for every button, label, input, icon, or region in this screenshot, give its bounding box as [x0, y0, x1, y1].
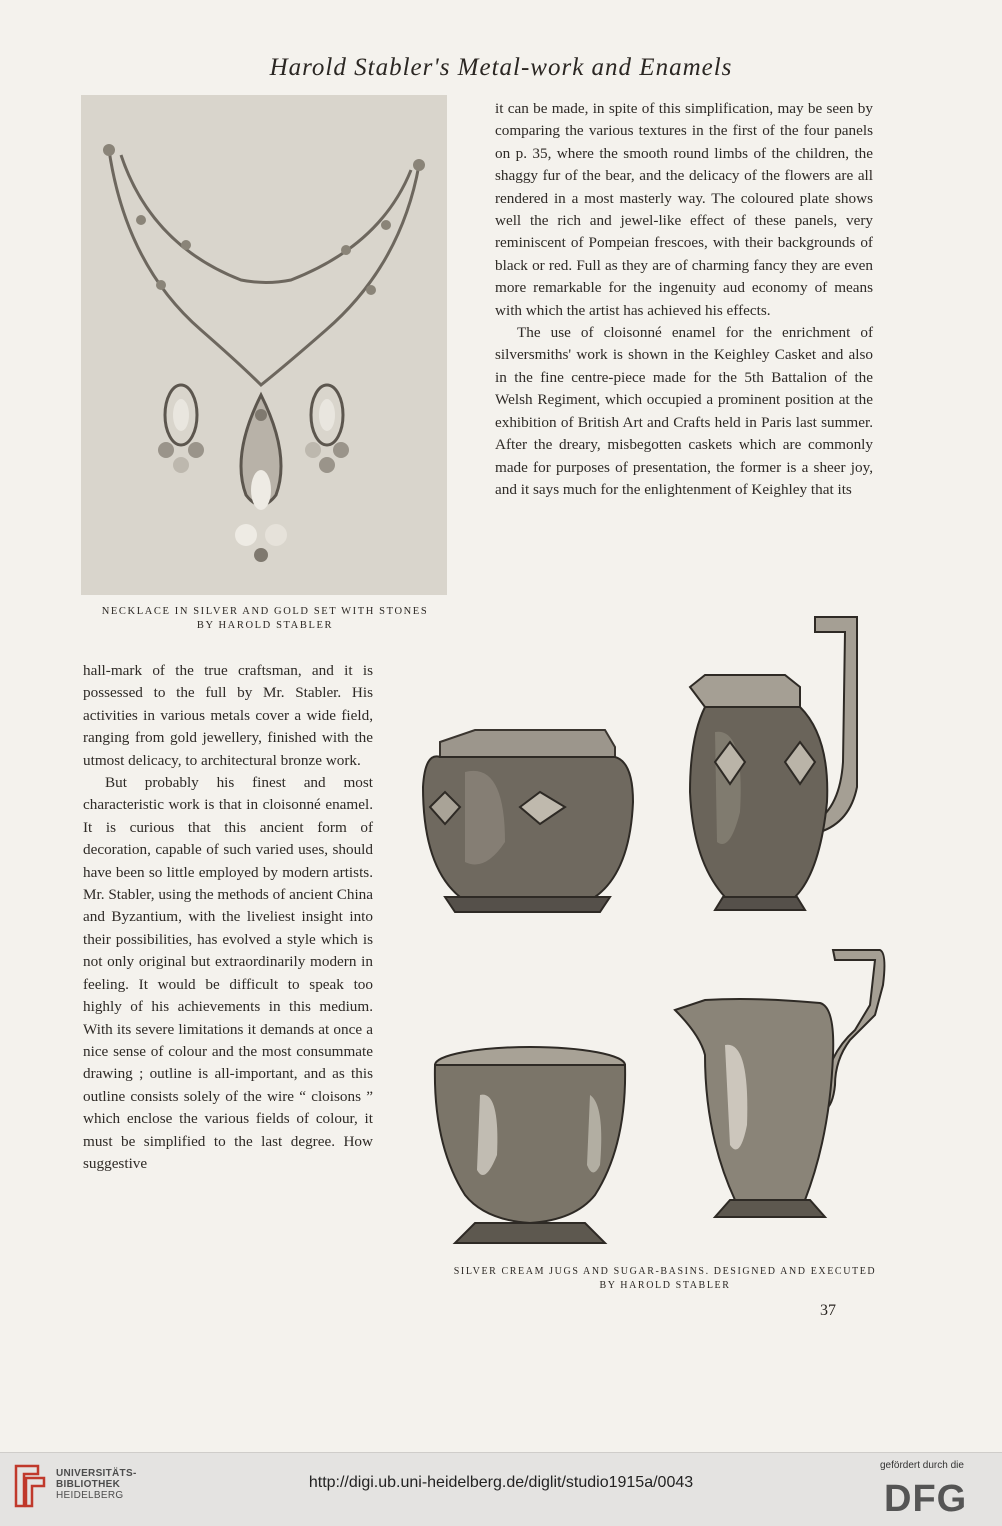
right-paragraph-1: it can be made, in spite of this simplification, may be seen by comparing the various textures in the first of the four panels on p. 35, where the smooth round limbs of the children, the shaggy fur of the bear, and the delicacy of the flowers are all rendered in a most masterly way. The coloured plate shows well the rich and jewel-like effect of these panels, very reminiscent of Pompeian frescoes, with their backgrounds of black or red. Full as they are of charming fancy they are even more remarkable for the ingenuity aud economy of means with which the artist has achieved his effects.	[495, 100, 873, 319]
necklace-caption-line1: NECKLACE IN SILVER AND GOLD SET WITH STONES	[101, 606, 429, 617]
funded-by-label: gefördert durch die	[880, 1460, 964, 1471]
left-paragraph-1: hall-mark of the true craftsman, and it is possessed to the full by Mr. Stabler. His activities in various metals cover a wide field, ranging from gold jewellery, finished with the utmost delicacy, to architectural bronze work.	[83, 662, 373, 769]
running-title: Harold Stabler's Metal-work and Enamels	[269, 54, 733, 81]
permalink-url[interactable]: http://digi.ub.uni-heidelberg.de/diglit/studio1915a/0043	[308, 1474, 694, 1491]
right-paragraph-2: The use of cloisonné enamel for the enrichment of silversmiths' work is shown in the Keighley Casket and also in the fine centre-piece made for the 5th Battalion of the Welsh Regiment, which occupied a prominent position at the exhibition of British Art and Crafts held in Paris last summer. After the dreary, misbegotten caskets which are commonly made for purposes of presentation, the former is a sheer joy, and it says much for the enlightenment of Keighley that its	[495, 324, 873, 498]
left-column-text	[83, 660, 373, 1175]
right-column-text	[495, 98, 873, 501]
plain-silver-photo	[405, 945, 895, 1255]
dfg-logo: DFG	[884, 1478, 968, 1520]
left-paragraph-2: But probably his finest and most characteristic work is that in cloisonné enamel. It is curious that this ancient form of decoration, capable of such varied uses, should have been so little employed by modern artists. Mr. Stabler, using the methods of ancient China and Byzantium, with the liveliest insight into their possibilities, has evolved a style which is not only original but extraordinarily modern in feeling. It would be difficult to speak too highly of his achievements in this medium. With its severe limitations it demands at once a nice sense of colour and the most consummate drawing ; outline is all-important, and as this outline consists solely of the wire “ cloisons ” which enclose the various fields of colour, it must be simplified to the last degree. How suggestive	[83, 774, 374, 1172]
enamelled-silver-photo	[405, 612, 895, 937]
page-number: 37	[820, 1302, 836, 1319]
necklace-caption-line2: BY HAROLD STABLER	[196, 620, 334, 631]
silver-caption	[420, 1265, 910, 1293]
silver-caption-line2: BY HAROLD STABLER	[599, 1280, 731, 1291]
library-line2: BIBLIOTHEK	[56, 1479, 121, 1490]
silver-caption-line1: SILVER CREAM JUGS AND SUGAR-BASINS. DESIGNED AND EXECUTED	[453, 1266, 877, 1277]
library-line1: UNIVERSITÄTS-	[56, 1468, 137, 1479]
necklace-photo	[81, 95, 447, 595]
library-line3: HEIDELBERG	[56, 1490, 124, 1501]
